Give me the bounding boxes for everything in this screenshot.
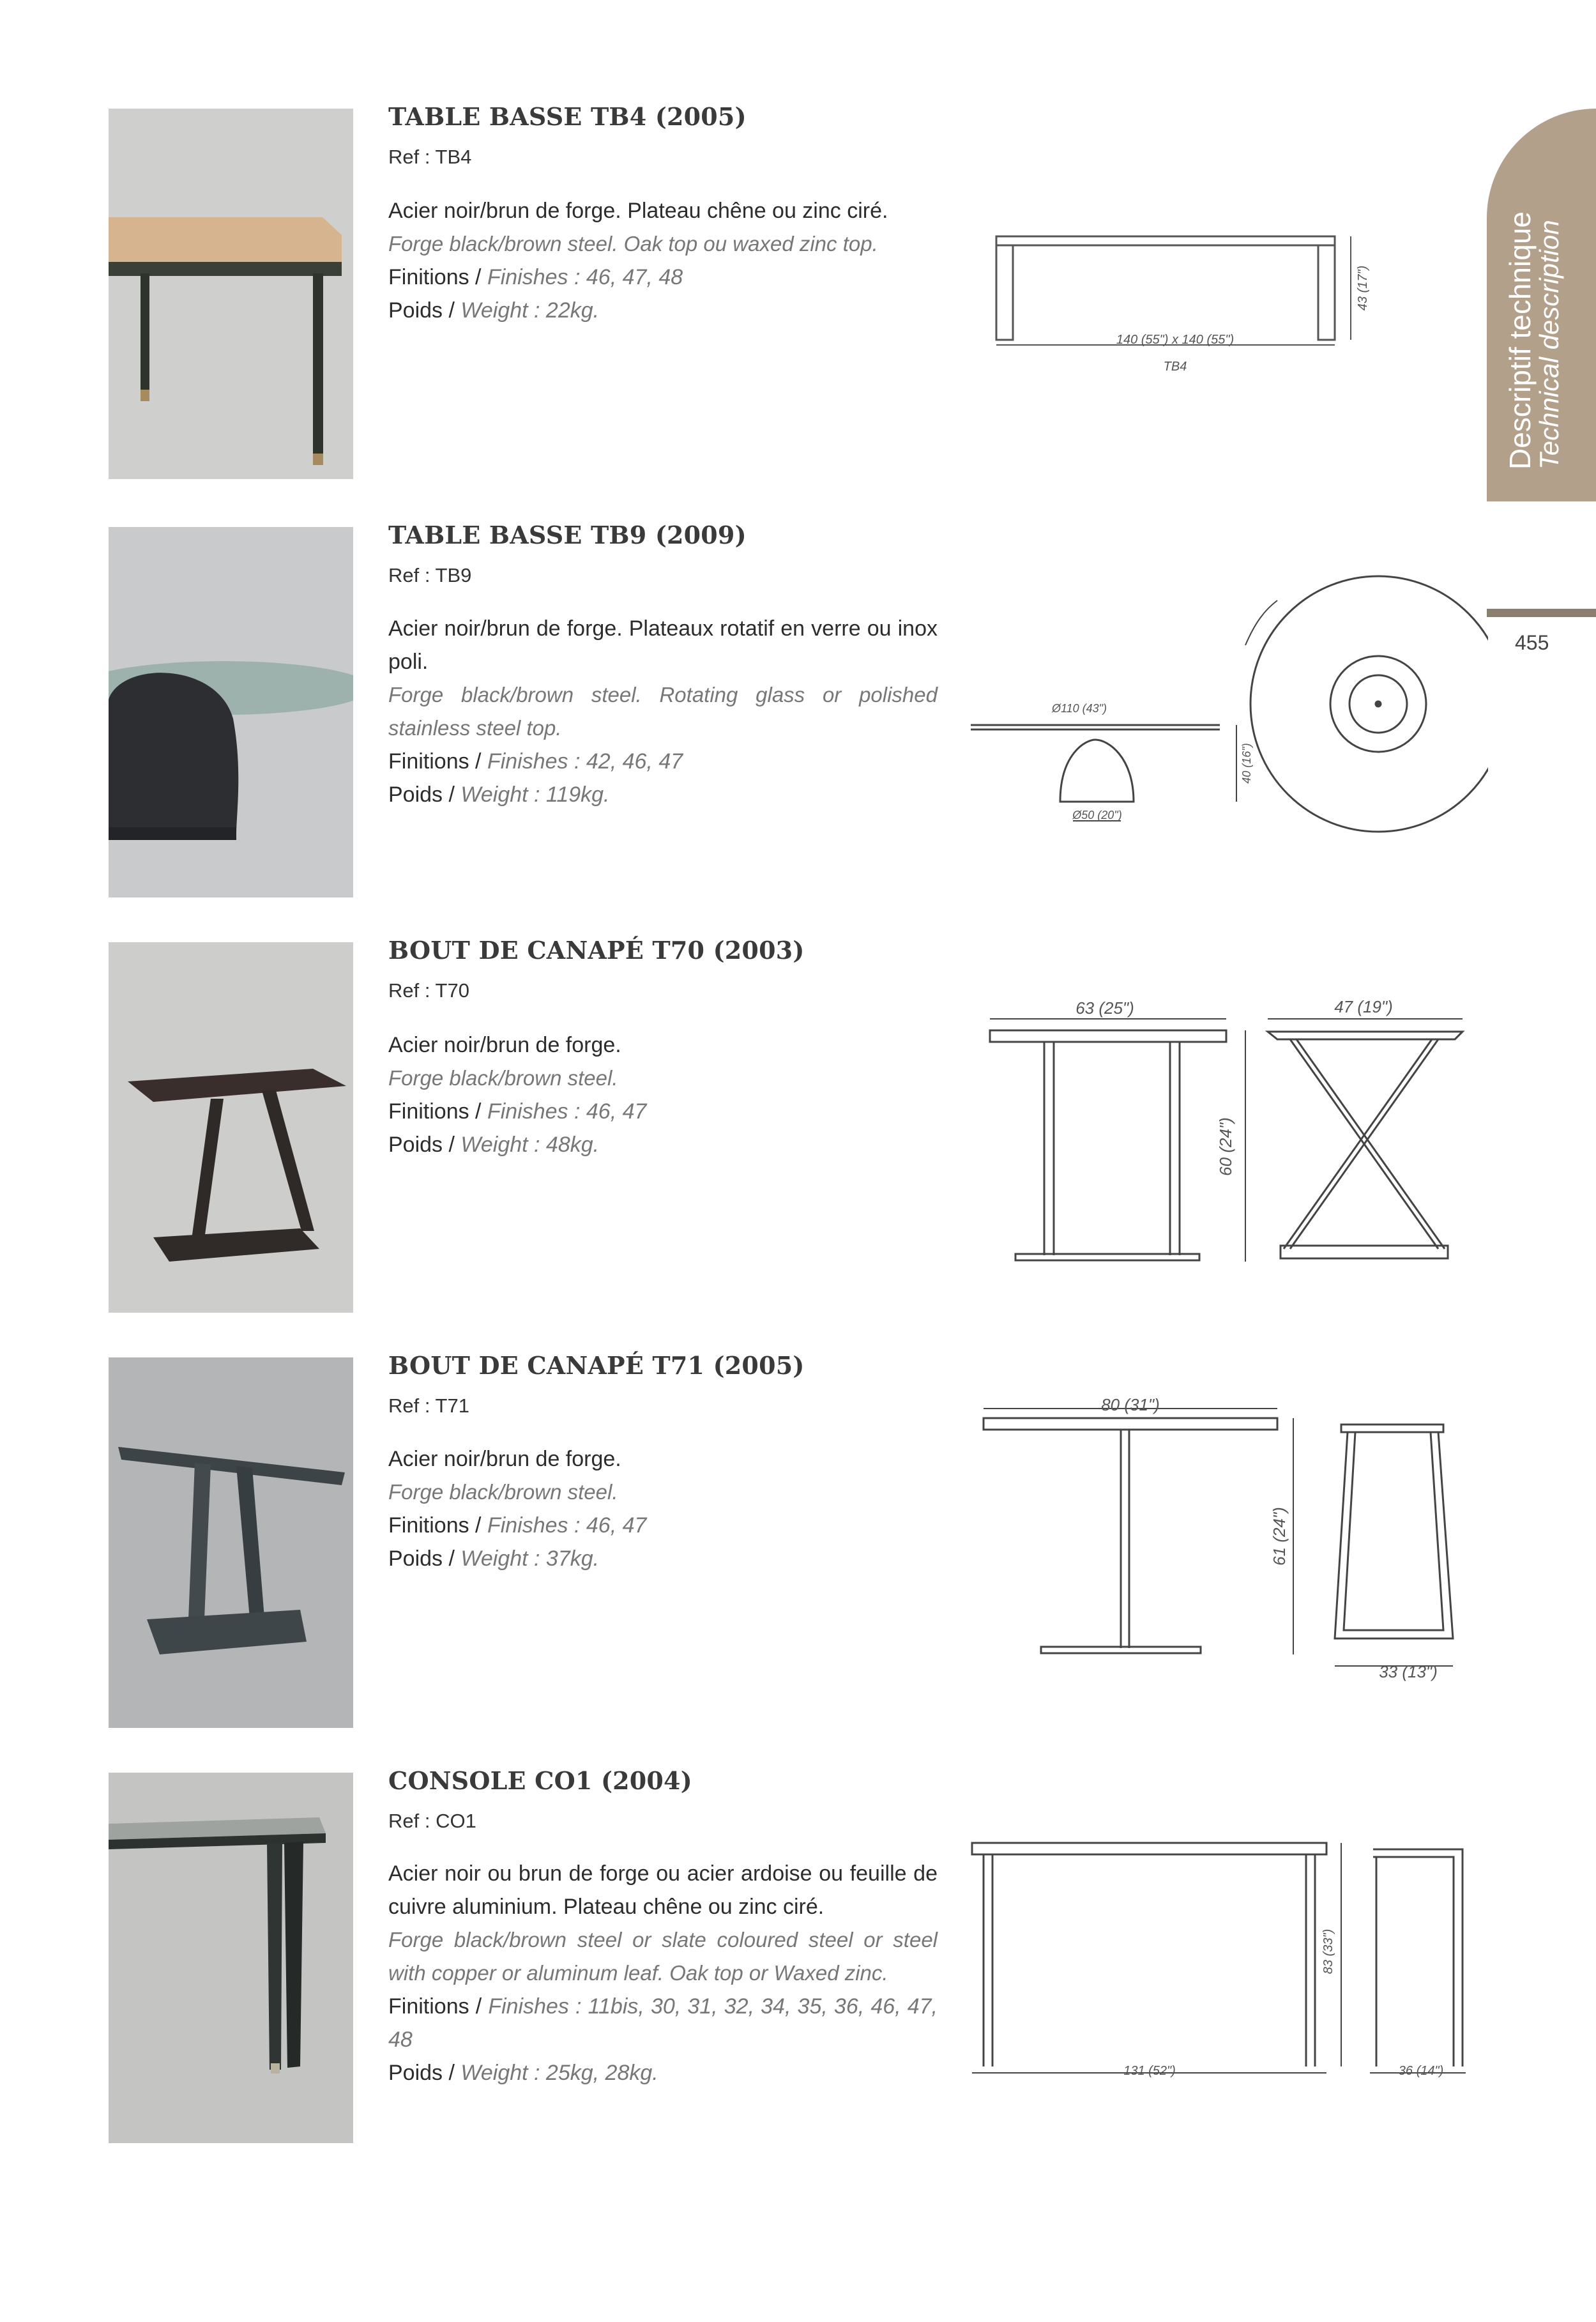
product-ref: Ref : TB4 (388, 146, 472, 168)
section-title-fr: Descriptif technique (1503, 211, 1537, 470)
finishes-label: Finitions / (388, 1513, 487, 1538)
desc-fr: Acier noir/brun de forge. Plateaux rotatif en verre ou inox poli. (388, 616, 938, 674)
finishes-line (388, 745, 938, 778)
weight-label: Poids / (388, 2061, 461, 2085)
finishes-label: Finitions / (388, 265, 487, 289)
product-title: BOUT DE CANAPÉ T70 (2003) (388, 936, 805, 965)
dim-depth: 36 (14") (1398, 2064, 1444, 2078)
weight-value: Weight : 119kg. (460, 783, 610, 807)
dim-height: 43 (17") (1356, 265, 1370, 311)
product-photo-t71 (109, 1357, 353, 1728)
finishes-line (388, 1509, 938, 1542)
desc-fr: Acier noir/brun de forge. Plateau chêne ou zinc ciré. (388, 199, 888, 223)
weight-label: Poids / (388, 298, 461, 323)
finishes-value: Finishes : 46, 47, 48 (487, 265, 683, 289)
technical-drawing-tb4 (984, 217, 1392, 396)
finishes-label: Finitions / (388, 1994, 489, 2019)
desc-fr: Acier noir/brun de forge. (388, 1447, 621, 1471)
dim-height: 40 (16") (1240, 743, 1253, 784)
dim-code: TB4 (1163, 360, 1187, 374)
section-tab (1487, 109, 1596, 501)
technical-drawing-t70 (977, 987, 1475, 1268)
product-photo-co1 (109, 1773, 353, 2143)
weight-label: Poids / (388, 1133, 461, 1157)
dim-base: Ø50 (20") (1072, 809, 1122, 821)
weight-label: Poids / (388, 1547, 461, 1571)
product-title: TABLE BASSE TB9 (2009) (388, 521, 747, 549)
product-photo-t70 (109, 942, 353, 1313)
product-title: BOUT DE CANAPÉ T71 (2005) (388, 1351, 805, 1380)
product-title: TABLE BASSE TB4 (2005) (388, 102, 747, 131)
desc-en: Forge black/brown steel. Oak top ou waxed zinc top. (388, 232, 878, 256)
technical-drawing-t71 (977, 1393, 1475, 1686)
finishes-value: Finishes : 11bis, 30, 31, 32, 34, 35, 36, 46, 47, 48 (388, 1994, 938, 2052)
finishes-value: Finishes : 46, 47 (487, 1513, 647, 1538)
page-number-bar (1487, 609, 1596, 617)
technical-drawing-tb9 (964, 575, 1488, 843)
weight-line (388, 1542, 938, 1575)
section-tab-text (1505, 211, 1563, 470)
finishes-label: Finitions / (388, 749, 487, 774)
dim-width: 140 (55") x 140 (55") (1116, 333, 1235, 347)
page-number: 455 (1515, 631, 1549, 654)
desc-en: Forge black/brown steel or slate coloured steel or steel with copper or aluminum leaf. Oak top or Waxed zinc. (388, 1928, 938, 1985)
dim-width: 80 (31") (1101, 1395, 1160, 1414)
finishes-line (388, 1990, 938, 2056)
dim-depth: 33 (13") (1379, 1662, 1438, 1681)
dim-height: 60 (24") (1216, 1117, 1235, 1176)
finishes-value: Finishes : 42, 46, 47 (487, 749, 683, 774)
finishes-value: Finishes : 46, 47 (487, 1099, 647, 1124)
desc-fr: Acier noir ou brun de forge ou acier ardoise ou feuille de cuivre aluminium. Plateau chêne ou zinc ciré. (388, 1861, 938, 1919)
desc-en: Forge black/brown steel. Rotating glass or polished stainless steel top. (388, 683, 938, 740)
product-photo-tb4 (109, 109, 353, 479)
product-photo-tb9 (109, 527, 353, 897)
dim-width: 63 (25") (1075, 998, 1134, 1018)
finishes-line (388, 1095, 938, 1128)
weight-value: Weight : 37kg. (460, 1547, 600, 1571)
product-ref: Ref : TB9 (388, 564, 472, 586)
weight-line (388, 778, 938, 811)
section-title-en: Technical description (1534, 220, 1564, 470)
product-description (388, 1028, 938, 1161)
finishes-line (388, 261, 938, 294)
dim-height: 61 (24") (1270, 1507, 1289, 1566)
desc-en: Forge black/brown steel. (388, 1066, 618, 1090)
product-description (388, 1857, 938, 2089)
weight-line (388, 294, 938, 327)
dim-width: 131 (52") (1123, 2064, 1176, 2078)
product-title: CONSOLE CO1 (2004) (388, 1766, 692, 1795)
dim-height: 83 (33") (1321, 1929, 1335, 1974)
product-description (388, 1442, 938, 1575)
desc-fr: Acier noir/brun de forge. (388, 1033, 621, 1057)
desc-en: Forge black/brown steel. (388, 1480, 618, 1504)
product-ref: Ref : T70 (388, 979, 469, 1002)
product-ref: Ref : CO1 (388, 1810, 476, 1832)
product-description (388, 194, 938, 327)
technical-drawing-co1 (964, 1824, 1475, 2092)
finishes-label: Finitions / (388, 1099, 487, 1124)
weight-value: Weight : 48kg. (460, 1133, 600, 1157)
weight-value: Weight : 22kg. (460, 298, 600, 323)
weight-line (388, 2056, 938, 2089)
weight-value: Weight : 25kg, 28kg. (460, 2061, 658, 2085)
product-ref: Ref : T71 (388, 1394, 469, 1417)
weight-line (388, 1128, 938, 1161)
weight-label: Poids / (388, 783, 461, 807)
product-description (388, 612, 938, 811)
dim-depth: 47 (19") (1334, 997, 1393, 1016)
dim-top: Ø110 (43") (1051, 702, 1107, 715)
